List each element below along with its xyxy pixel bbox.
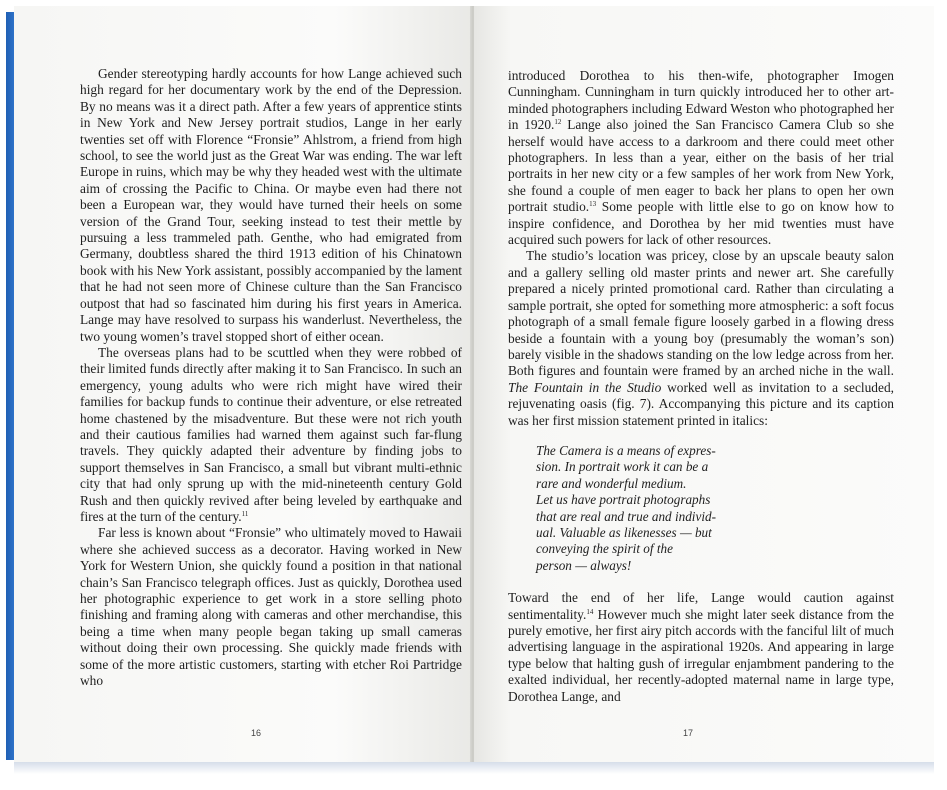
- right-page: [474, 6, 934, 762]
- paragraph: The studio’s location was pricey, close by an upscale beauty salon and a gallery selling old master prints and newer art. She carefully prepared a nicely printed promotional card. Rather than circulating a sample portrait, she opted for something more atmospheric: a soft focus photograph of a small female figure loosely garbed in a flowing dress beside a fountain with a young boy (presumably the woman’s son) barely visible in the shadows standing on the low ledge across from her. Both figures and fountain were framed by an arched niche in the wall. The Fountain in the Studio worked well as invitation to a secluded, rejuvenating oasis (fig. 7). Accompanying this picture and its caption was her first mission statement printed in italics:: [508, 248, 894, 428]
- quote-line: that are real and true and individ-: [536, 508, 716, 524]
- left-page-text: [80, 66, 462, 689]
- mission-statement-quote: [536, 443, 894, 574]
- footnote-ref[interactable]: 14: [586, 607, 594, 616]
- artwork-title: The Fountain in the Studio: [508, 379, 662, 395]
- page-number: 16: [250, 728, 261, 738]
- quote-line: person — always!: [536, 557, 632, 573]
- footnote-ref[interactable]: 12: [554, 118, 562, 127]
- quote-line: Let us have portrait photographs: [536, 492, 711, 508]
- paragraph: introduced Dorothea to his then-wife, photographer Imogen Cunningham. Cunningham in turn quickly introduced her to other art-minded photographers including Edward Weston who photographed her in 1920.12 Lange also joined the San Francisco Camera Club so she herself would have access to a darkroom and there could meet other photographers. In less than a year, either on the basis of her trial portraits in her new city or a few samples of her work from New York, she found a couple of men eager to back her plans to open her own portrait studio.$^{13}$ Some people with little else to go on know how to inspire confidence, and Dorothea by her mid twenties must have acquired such powers for lack of other resources.: [508, 68, 894, 248]
- quote-line: The Camera is a means of expres-: [536, 442, 716, 458]
- paragraph: Toward the end of her life, Lange would caution against sentimentality.$^{14}$ However much she might later seek distance from the purely emotive, her first airy pitch accords with the fanciful lilt of much advertising language in the aspirational 1920s. And appearing in large type below that halting gush of irregular enjambment pandering to the exalted individual, her recently-adopted maternal name in large type, Dorothea Lange, and: [508, 590, 894, 704]
- quote-line: rare and wonderful medium.: [536, 475, 687, 491]
- quote-line: sion. In portrait work it can be a: [536, 459, 709, 475]
- page-number: 17: [682, 728, 693, 738]
- footnote-ref[interactable]: 11: [241, 509, 249, 518]
- quote-line: conveying the spirit of the: [536, 541, 673, 557]
- quote-line: ual. Valuable as likenesses — but: [536, 524, 712, 540]
- left-page: [14, 6, 472, 762]
- paragraph: Far less is known about “Fronsie” who ultimately moved to Hawaii where she achieved success as a decorator. Having worked in New York for Western Union, she quickly found a position in that national chain’s San Francisco telegraph offices. Just as quickly, Dorothea used her photographic experience to get work in a store selling photo finishing and framing along with cameras and other merchandise, this being a time when many people began taking up small cameras without doing their own processing. She quickly made friends with some of the more artistic customers, starting with etcher Roi Partridge who: [80, 525, 462, 689]
- book-cover-edge: [6, 12, 14, 760]
- book-shadow: [14, 760, 934, 774]
- footnote-ref[interactable]: 13: [589, 200, 597, 209]
- paragraph: Gender stereotyping hardly accounts for how Lange achieved such high regard for her documentary work by the end of the Depression. By no means was it a direct path. After a few years of apprentice stints in New York and New Jersey portrait studios, Lange in her early twenties set off with Florence “Fronsie” Ahlstrom, a friend from high school, to see the world just as the Great War was ending. The war left Europe in ruins, which may be why they headed west with the ultimate aim of crossing the Pacific to China. Or maybe even had there not been a European war, they would have turned their heels on some version of the Grand Tour, seeking instead to test their mettle by pursuing a less trammeled path. Genthe, who had emigrated from Germany, doubtless shared the third 1913 edition of his Chinatown book with his New York assistant, possibly accompanied by the lament that he had not seen more of Chinese culture than the San Francisco outpost that had so fascinated him during his first years in America. Lange may have resolved to surpass his wanderlust. Nevertheless, the two young women’s travel stopped short of either ocean.: [80, 66, 462, 344]
- right-page-text: [508, 68, 894, 705]
- paragraph: The overseas plans had to be scuttled when they were robbed of their limited funds directly after making it to San Francisco. In such an emergency, young adults who were rich might have wired their families for backup funds to continue their adventure, or else retreated home chastened by the misadventure. But these were not rich youth and their cautious families had warned them against such far-flung travels. They quickly adapted their adventure by finding jobs to support themselves in San Francisco, a small but vibrant multi-ethnic city that had only sprung up with the mid-nineteenth century Gold Rush and then quickly revived after being leveled by earthquake and fires at the turn of the century.$^{11}$: [80, 344, 462, 524]
